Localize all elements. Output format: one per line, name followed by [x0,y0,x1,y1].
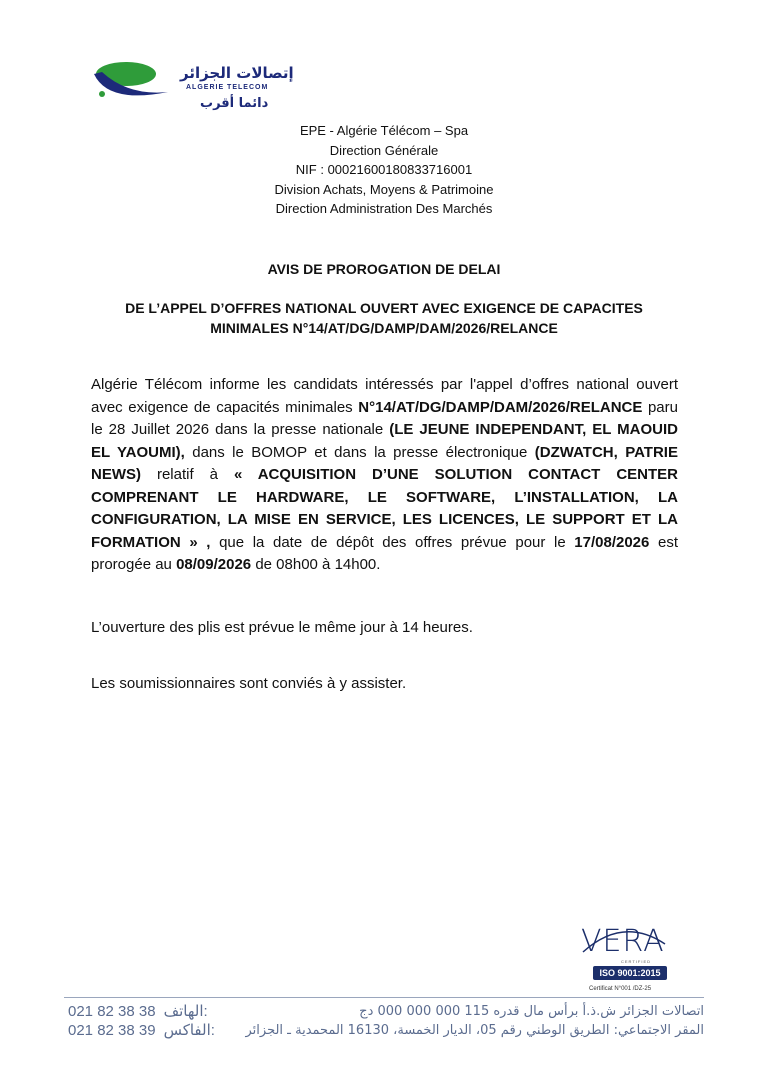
algerie-telecom-logo [88,52,294,122]
header-line: EPE - Algérie Télécom – Spa [299,123,469,138]
phone-number: 021 82 38 38 [68,1003,156,1020]
certificate-number: Certificat N°001 /DZ-25 [589,986,652,992]
electronic-press-list: (DZWATCH, PATRIE NEWS) [91,443,678,483]
iso-certification-badge [573,922,673,1004]
body-text-segment: dans le BOMOP et dans la presse électronique [184,443,535,461]
footer-contacts [68,1002,215,1040]
body-text-segment: est prorogée au [91,533,678,573]
iso-standard: ISO 9001:2015 [593,966,667,980]
subtitle-line-1: DE L’APPEL D’OFFRES NATIONAL OUVERT AVEC EXIGENCE DE CAPACITES [125,300,643,316]
fax-row [68,1021,215,1040]
tender-object: « ACQUISITION D’UNE SOLUTION CONTACT CENTER COMPRENANT LE HARDWARE, LE SOFTWARE, L’INSTALLATION, LA CONFIGURATION, LA MISE EN SERVICE, LES LICENCES, LE SUPPORT ET LA FORMATION » , [91,466,678,551]
header-line: Division Achats, Moyens & Patrimoine [274,181,494,197]
phone-row [68,1002,215,1021]
company-capital: اتصالات الجزائر ش.ذ.أ برأس مال قدره 115 000 000 000 دج [359,1004,704,1019]
body-text-segment: de 08h00 à 14h00. [251,556,381,573]
certification-brand: VERA [581,924,665,959]
tender-reference: N°14/AT/DG/DAMP/DAM/2026/RELANCE [358,398,643,416]
header-line: Direction Administration Des Marchés [275,201,493,216]
body-text-segment: Algérie Télécom informe les candidats intéressés par l'appel d’offres national ouvert avec exigence de capacités minimales [91,376,678,416]
original-deadline: 17/08/2026 [574,533,650,551]
body-text-segment: relatif à [141,466,234,483]
logo-tagline: دائما أقرب [200,96,269,111]
opening-notice: L’ouverture des plis est prévue le même jour à 14 heures. [91,619,473,636]
notice-subtitle [0,298,768,338]
logo-arabic-name: إتصالات الجزائر [180,64,294,82]
header-line: NIF : 00021600180833716001 [295,162,473,177]
phone-label: الهاتف: [163,1003,208,1020]
notice-title: AVIS DE PROROGATION DE DELAI [267,261,501,277]
attendance-notice: Les soumissionnaires sont conviés à y assister. [91,675,407,692]
logo-emblem-icon [88,52,178,112]
logo-french-name: ALGERIE TELECOM [186,84,269,91]
footer-company-info [246,1002,705,1040]
footer-divider [64,997,704,998]
press-list: (LE JEUNE INDEPENDANT, EL MAOUID EL YAOUMI), [91,421,679,461]
subtitle-line-2: MINIMALES N°14/AT/DG/DAMP/DAM/2026/RELANCE [210,320,558,336]
notice-body [91,374,678,577]
header-line: Direction Générale [329,142,439,158]
new-deadline: 08/09/2026 [176,556,252,573]
issuer-header [0,121,768,219]
fax-label: الفاكس: [163,1022,215,1039]
fax-number: 021 82 38 39 [68,1022,156,1039]
body-text-segment: que la date de dépôt des offres prévue pour le [210,533,575,551]
certification-label: CERTIFIED [621,959,652,964]
body-text-segment: paru le 28 Juillet 2026 dans la presse nationale [91,398,678,438]
company-address: المقر الاجتماعي: الطريق الوطني رقم 05، الديار الخمسة، 16130 المحمدية ـ الجزائر [245,1023,704,1038]
